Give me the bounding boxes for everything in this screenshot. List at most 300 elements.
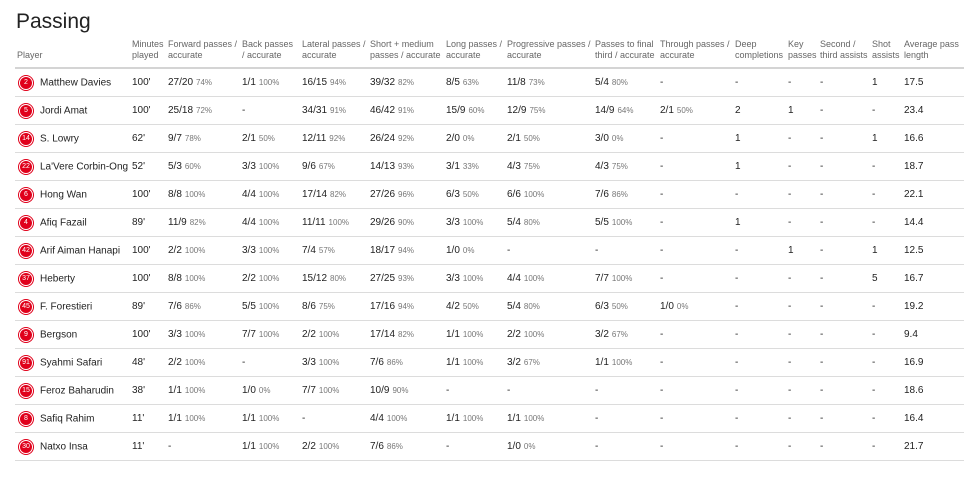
stat-value: 2/2 xyxy=(302,329,316,340)
through-cell xyxy=(658,153,733,181)
key-cell: 1 xyxy=(786,97,818,125)
deep-cell: 1 xyxy=(733,209,786,237)
stat-percentage: 80% xyxy=(611,78,628,87)
key-cell: - xyxy=(786,181,818,209)
lateral-cell xyxy=(300,68,368,97)
progressive-cell xyxy=(505,237,593,265)
avg-length-cell: 22.1 xyxy=(902,181,964,209)
stat-value: 2/1 xyxy=(660,105,674,116)
long-cell xyxy=(444,237,505,265)
stat-value: 3/3 xyxy=(302,357,316,368)
stat-value: - xyxy=(660,217,664,228)
column-header-avg-length[interactable]: Average pass length xyxy=(902,37,964,68)
column-header-deep[interactable]: Deep completions xyxy=(733,37,786,68)
through-cell xyxy=(658,68,733,97)
table-row xyxy=(15,209,964,237)
stat-percentage: 100% xyxy=(258,78,280,87)
stat-value: 4/3 xyxy=(595,161,609,172)
avg-length-cell: 16.9 xyxy=(902,349,964,377)
avg-length-cell: 16.6 xyxy=(902,125,964,153)
stat-percentage: 100% xyxy=(318,442,340,451)
deep-cell: - xyxy=(733,265,786,293)
player-cell xyxy=(15,209,130,237)
forward-cell xyxy=(166,321,240,349)
back-cell xyxy=(240,237,300,265)
table-row xyxy=(15,97,964,125)
stat-value: 7/7 xyxy=(302,385,316,396)
short-cell xyxy=(368,293,444,321)
lateral-cell xyxy=(300,153,368,181)
deep-cell: - xyxy=(733,405,786,433)
short-cell xyxy=(368,349,444,377)
second-third-cell: - xyxy=(818,321,870,349)
back-cell xyxy=(240,209,300,237)
player-name-link[interactable]: F. Forestieri xyxy=(40,301,93,312)
stat-percentage: 100% xyxy=(184,358,206,367)
header-row xyxy=(15,37,964,68)
stat-value: 5/5 xyxy=(595,217,609,228)
avg-length-cell: 12.5 xyxy=(902,237,964,265)
stat-value: 1/1 xyxy=(446,329,460,340)
stat-percentage: 0% xyxy=(523,442,536,451)
stat-percentage: 73% xyxy=(528,78,545,87)
stat-percentage: 100% xyxy=(258,414,280,423)
stat-percentage: 90% xyxy=(392,386,409,395)
lateral-cell xyxy=(300,237,368,265)
stat-percentage: 92% xyxy=(329,134,346,143)
second-third-cell: - xyxy=(818,209,870,237)
stat-value: 12/11 xyxy=(302,133,327,144)
minutes-cell: 89' xyxy=(130,209,166,237)
stat-value: 6/3 xyxy=(446,189,460,200)
key-cell: - xyxy=(786,405,818,433)
minutes-cell: 100' xyxy=(130,321,166,349)
final-third-cell xyxy=(593,265,658,293)
jersey-number-badge: 22 xyxy=(20,161,32,173)
stat-percentage: 50% xyxy=(462,190,479,199)
stat-value: 4/3 xyxy=(507,161,521,172)
column-header-long[interactable]: Long passes / accurate xyxy=(444,37,505,68)
forward-cell xyxy=(166,209,240,237)
through-cell xyxy=(658,321,733,349)
through-cell xyxy=(658,377,733,405)
shot-assists-cell: - xyxy=(870,97,902,125)
stat-percentage: 100% xyxy=(184,190,206,199)
stat-value: 1/1 xyxy=(507,413,521,424)
player-cell xyxy=(15,181,130,209)
stat-value: 27/20 xyxy=(168,77,194,88)
second-third-cell: - xyxy=(818,125,870,153)
stat-percentage: 90% xyxy=(398,218,415,227)
stat-value: 4/2 xyxy=(446,301,460,312)
stat-percentage: 0% xyxy=(462,134,475,143)
table-row xyxy=(15,377,964,405)
stat-value: - xyxy=(660,273,664,284)
minutes-cell: 48' xyxy=(130,349,166,377)
stat-percentage: 96% xyxy=(398,190,415,199)
short-cell xyxy=(368,265,444,293)
second-third-cell: - xyxy=(818,293,870,321)
stat-value: 7/4 xyxy=(302,245,316,256)
stat-percentage: 100% xyxy=(258,246,280,255)
column-header-second-third[interactable]: Second / third assists xyxy=(818,37,870,68)
short-cell xyxy=(368,405,444,433)
column-header-minutes[interactable]: Minutes played xyxy=(130,37,166,68)
jersey-number-badge: 5 xyxy=(20,105,32,117)
stat-value: 2/1 xyxy=(242,133,256,144)
stat-percentage: 100% xyxy=(462,330,484,339)
player-name-link[interactable]: Safiq Rahim xyxy=(40,413,95,424)
stat-percentage: 100% xyxy=(386,414,408,423)
progressive-cell xyxy=(505,125,593,153)
player-name-link[interactable]: Hong Wan xyxy=(40,189,87,200)
shot-assists-cell: - xyxy=(870,349,902,377)
stat-percentage: 80% xyxy=(523,302,540,311)
stat-value: 5/5 xyxy=(242,301,256,312)
player-name-link[interactable]: Matthew Davies xyxy=(40,77,112,88)
stat-percentage: 50% xyxy=(258,134,275,143)
stat-value: 1/1 xyxy=(242,413,256,424)
stat-value: 3/3 xyxy=(242,245,256,256)
shot-assists-cell: 5 xyxy=(870,265,902,293)
stat-value: 17/14 xyxy=(302,189,328,200)
stat-value: 29/26 xyxy=(370,217,396,228)
stat-percentage: 72% xyxy=(196,106,213,115)
stat-percentage: 93% xyxy=(398,162,415,171)
stat-percentage: 100% xyxy=(184,274,206,283)
progressive-cell xyxy=(505,321,593,349)
table-row xyxy=(15,181,964,209)
final-third-cell xyxy=(593,349,658,377)
stat-percentage: 91% xyxy=(330,106,347,115)
long-cell xyxy=(444,377,505,405)
forward-cell xyxy=(166,265,240,293)
stat-percentage: 100% xyxy=(258,302,280,311)
stat-value: 9/6 xyxy=(302,161,316,172)
stat-value: - xyxy=(660,245,664,256)
player-cell xyxy=(15,293,130,321)
stat-value: 17/14 xyxy=(370,329,396,340)
minutes-cell: 11' xyxy=(130,405,166,433)
stat-value: - xyxy=(660,413,664,424)
stat-percentage: 67% xyxy=(611,330,628,339)
player-name-link[interactable]: S. Lowry xyxy=(40,133,79,144)
stat-value: 14/9 xyxy=(595,105,615,116)
stat-value: 2/2 xyxy=(242,273,256,284)
key-cell: 1 xyxy=(786,237,818,265)
final-third-cell xyxy=(593,153,658,181)
stat-value: - xyxy=(660,357,664,368)
through-cell xyxy=(658,405,733,433)
stat-value: - xyxy=(660,161,664,172)
avg-length-cell: 18.7 xyxy=(902,153,964,181)
stat-percentage: 100% xyxy=(258,190,280,199)
stat-value: 5/3 xyxy=(168,161,182,172)
stat-percentage: 33% xyxy=(462,162,479,171)
shot-assists-cell: 1 xyxy=(870,237,902,265)
stat-percentage: 64% xyxy=(617,106,634,115)
avg-length-cell: 14.4 xyxy=(902,209,964,237)
lateral-cell xyxy=(300,181,368,209)
shot-assists-cell: - xyxy=(870,377,902,405)
jersey-number-badge: 9 xyxy=(20,329,32,341)
stat-value: 25/18 xyxy=(168,105,194,116)
stat-value: 4/4 xyxy=(507,273,521,284)
stat-percentage: 86% xyxy=(386,358,403,367)
stat-percentage: 100% xyxy=(611,218,633,227)
stat-percentage: 93% xyxy=(398,274,415,283)
stat-value: - xyxy=(507,245,511,256)
stat-value: - xyxy=(168,441,172,452)
stat-percentage: 50% xyxy=(462,302,479,311)
stat-value: 7/6 xyxy=(370,357,384,368)
table-row xyxy=(15,68,964,97)
forward-cell xyxy=(166,349,240,377)
second-third-cell: - xyxy=(818,433,870,461)
stat-percentage: 92% xyxy=(398,134,415,143)
stat-value: 1/1 xyxy=(446,357,460,368)
player-cell xyxy=(15,377,130,405)
stat-percentage: 100% xyxy=(462,414,484,423)
table-body xyxy=(15,68,964,461)
stat-value: 7/7 xyxy=(242,329,256,340)
short-cell xyxy=(368,97,444,125)
shot-assists-cell: - xyxy=(870,433,902,461)
table-row xyxy=(15,125,964,153)
stat-percentage: 82% xyxy=(189,218,206,227)
lateral-cell xyxy=(300,293,368,321)
forward-cell xyxy=(166,153,240,181)
stat-value: 1/1 xyxy=(168,385,182,396)
stat-value: - xyxy=(242,357,246,368)
stat-value: 6/3 xyxy=(595,301,609,312)
final-third-cell xyxy=(593,433,658,461)
stat-value: 3/1 xyxy=(446,161,460,172)
stat-percentage: 57% xyxy=(318,246,335,255)
progressive-cell xyxy=(505,433,593,461)
second-third-cell: - xyxy=(818,181,870,209)
player-name-link[interactable]: Feroz Baharudin xyxy=(40,385,114,396)
avg-length-cell: 21.7 xyxy=(902,433,964,461)
stat-percentage: 100% xyxy=(462,218,484,227)
stat-value: 15/9 xyxy=(446,105,466,116)
stat-value: - xyxy=(660,77,664,88)
deep-cell: 1 xyxy=(733,153,786,181)
lateral-cell xyxy=(300,97,368,125)
key-cell: - xyxy=(786,209,818,237)
stat-value: 18/17 xyxy=(370,245,396,256)
stat-value: 5/4 xyxy=(507,301,521,312)
back-cell xyxy=(240,293,300,321)
stat-value: 14/13 xyxy=(370,161,396,172)
key-cell: - xyxy=(786,153,818,181)
deep-cell: - xyxy=(733,237,786,265)
column-header-lateral[interactable]: Lateral passes / accurate xyxy=(300,37,368,68)
stat-value: 1/1 xyxy=(446,413,460,424)
player-name-link[interactable]: La'Vere Corbin-Ong xyxy=(40,161,129,172)
stat-percentage: 91% xyxy=(398,106,415,115)
long-cell xyxy=(444,209,505,237)
jersey-number-badge: 91 xyxy=(20,357,32,369)
shot-assists-cell: - xyxy=(870,293,902,321)
final-third-cell xyxy=(593,237,658,265)
jersey-number-badge: 30 xyxy=(20,441,32,453)
stat-value: - xyxy=(302,413,306,424)
table-row xyxy=(15,293,964,321)
stat-percentage: 75% xyxy=(611,162,628,171)
stat-value: - xyxy=(242,105,246,116)
player-cell xyxy=(15,265,130,293)
key-cell: - xyxy=(786,68,818,97)
player-name-link[interactable]: Syahmi Safari xyxy=(40,357,103,368)
column-header-final-third[interactable]: Passes to final third / accurate xyxy=(593,37,658,68)
stat-value: 2/2 xyxy=(507,329,521,340)
shot-assists-cell: - xyxy=(870,405,902,433)
stat-value: 3/3 xyxy=(242,161,256,172)
final-third-cell xyxy=(593,181,658,209)
stat-value: 3/3 xyxy=(168,329,182,340)
column-header-key[interactable]: Key passes xyxy=(786,37,818,68)
short-cell xyxy=(368,209,444,237)
lateral-cell xyxy=(300,405,368,433)
stat-percentage: 75% xyxy=(318,302,335,311)
stat-value: 1/1 xyxy=(242,77,256,88)
stat-percentage: 67% xyxy=(318,162,335,171)
stat-value: 3/2 xyxy=(507,357,521,368)
column-header-back[interactable]: Back passes / accurate xyxy=(240,37,300,68)
jersey-number-badge: 14 xyxy=(20,133,32,145)
stat-percentage: 0% xyxy=(676,302,689,311)
stat-percentage: 94% xyxy=(398,246,415,255)
stat-value: 8/5 xyxy=(446,77,460,88)
minutes-cell: 100' xyxy=(130,237,166,265)
stat-value: 3/0 xyxy=(595,133,609,144)
stat-percentage: 94% xyxy=(398,302,415,311)
column-header-player[interactable]: Player xyxy=(15,37,130,68)
stat-value: 12/9 xyxy=(507,105,527,116)
stat-value: 7/6 xyxy=(168,301,182,312)
long-cell xyxy=(444,97,505,125)
lateral-cell xyxy=(300,377,368,405)
stat-value: 27/25 xyxy=(370,273,396,284)
column-header-short[interactable]: Short + medium passes / accurate xyxy=(368,37,444,68)
stat-value: 11/9 xyxy=(168,217,187,228)
stat-value: - xyxy=(595,413,599,424)
stat-value: 1/0 xyxy=(507,441,521,452)
final-third-cell xyxy=(593,68,658,97)
stat-value: 1/1 xyxy=(595,357,609,368)
short-cell xyxy=(368,181,444,209)
player-name-link[interactable]: Heberty xyxy=(40,273,76,284)
stat-value: - xyxy=(507,385,511,396)
column-header-through[interactable]: Through passes / accurate xyxy=(658,37,733,68)
minutes-cell: 100' xyxy=(130,97,166,125)
table-header xyxy=(15,37,964,68)
table-row xyxy=(15,321,964,349)
key-cell: - xyxy=(786,125,818,153)
stat-value: - xyxy=(660,189,664,200)
final-third-cell xyxy=(593,293,658,321)
stat-percentage: 100% xyxy=(611,274,633,283)
stat-percentage: 100% xyxy=(523,330,545,339)
jersey-number-badge: 37 xyxy=(20,273,32,285)
short-cell xyxy=(368,153,444,181)
player-cell xyxy=(15,321,130,349)
player-name-link[interactable]: Afiq Fazail xyxy=(40,217,87,228)
passing-table xyxy=(15,37,964,461)
progressive-cell xyxy=(505,265,593,293)
stat-value: 4/4 xyxy=(242,217,256,228)
player-name-link[interactable]: Arif Aiman Hanapi xyxy=(40,245,121,256)
back-cell xyxy=(240,265,300,293)
shot-assists-cell: 1 xyxy=(870,125,902,153)
player-name-link[interactable]: Jordi Amat xyxy=(40,105,88,116)
table-row xyxy=(15,153,964,181)
player-name-link[interactable]: Natxo Insa xyxy=(40,441,88,452)
stat-percentage: 100% xyxy=(328,218,350,227)
stat-value: 17/16 xyxy=(370,301,396,312)
stat-value: 2/1 xyxy=(507,133,521,144)
table-row xyxy=(15,349,964,377)
jersey-number-badge: 6 xyxy=(20,189,32,201)
forward-cell xyxy=(166,293,240,321)
stat-value: 5/4 xyxy=(595,77,609,88)
final-third-cell xyxy=(593,125,658,153)
stat-percentage: 100% xyxy=(318,330,340,339)
stat-value: 1/1 xyxy=(168,413,182,424)
table-row xyxy=(15,405,964,433)
back-cell xyxy=(240,97,300,125)
column-header-progressive[interactable]: Progressive passes / accurate xyxy=(505,37,593,68)
minutes-cell: 11' xyxy=(130,433,166,461)
jersey-number-badge: 4 xyxy=(20,217,32,229)
stat-value: 2/0 xyxy=(446,133,460,144)
forward-cell xyxy=(166,125,240,153)
stat-percentage: 100% xyxy=(258,162,280,171)
long-cell xyxy=(444,153,505,181)
stat-percentage: 100% xyxy=(462,274,484,283)
stat-value: 8/8 xyxy=(168,273,182,284)
minutes-cell: 100' xyxy=(130,181,166,209)
stat-value: 10/9 xyxy=(370,385,390,396)
stat-percentage: 80% xyxy=(523,218,540,227)
stat-value: 34/31 xyxy=(302,105,328,116)
progressive-cell xyxy=(505,293,593,321)
column-header-shot-assists[interactable]: Shot assists xyxy=(870,37,902,68)
progressive-cell xyxy=(505,68,593,97)
column-header-forward[interactable]: Forward passes / accurate xyxy=(166,37,240,68)
jersey-number-badge: 15 xyxy=(20,385,32,397)
stat-value: 2/2 xyxy=(168,245,182,256)
stat-percentage: 75% xyxy=(523,162,540,171)
lateral-cell xyxy=(300,321,368,349)
long-cell xyxy=(444,265,505,293)
stat-value: 1/0 xyxy=(446,245,460,256)
stat-value: 3/3 xyxy=(446,217,460,228)
forward-cell xyxy=(166,68,240,97)
back-cell xyxy=(240,153,300,181)
player-cell xyxy=(15,349,130,377)
through-cell xyxy=(658,433,733,461)
stat-value: 1/0 xyxy=(660,301,674,312)
back-cell xyxy=(240,125,300,153)
player-cell xyxy=(15,433,130,461)
stat-value: - xyxy=(595,245,599,256)
player-name-link[interactable]: Bergson xyxy=(40,329,78,340)
stat-percentage: 78% xyxy=(184,134,201,143)
progressive-cell xyxy=(505,377,593,405)
avg-length-cell: 16.7 xyxy=(902,265,964,293)
